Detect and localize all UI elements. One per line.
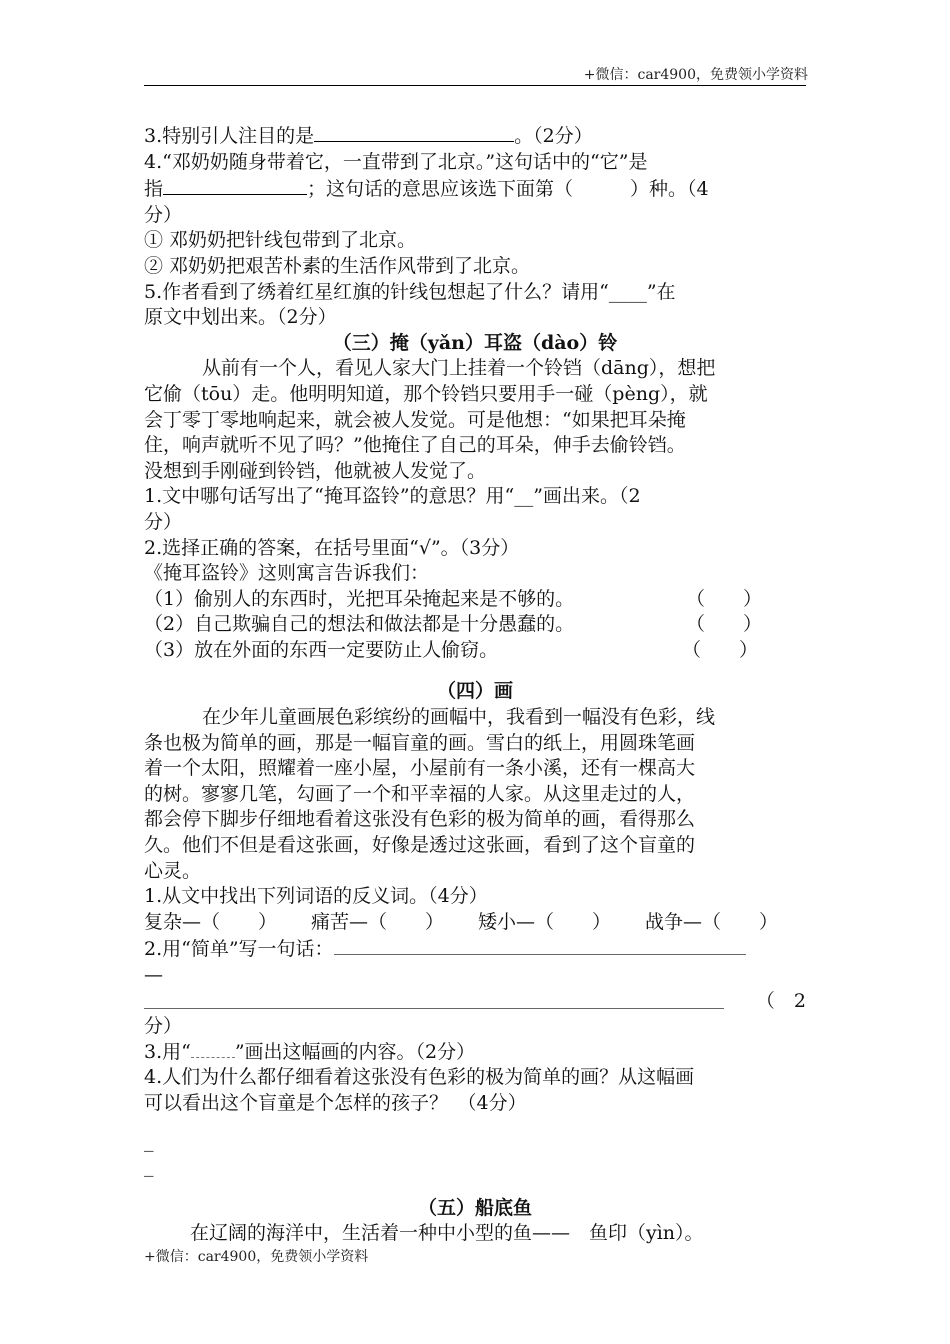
question-2-4-line1: 4.“邓奶奶随身带着它，一直带到了北京。”这句话中的“它”是 <box>144 150 648 173</box>
answer-blank <box>163 175 307 195</box>
paragraph-line: 在辽阔的海洋中，生活着一种中小型的鱼—— 鱼印（yìn）。 <box>190 1222 704 1245</box>
answer-line[interactable] <box>334 935 746 955</box>
section-3-title: （三）掩（yǎn）耳盗（dào）铃 <box>332 331 618 354</box>
question-4-1: 1.从文中找出下列词语的反义词。（4分） <box>144 885 488 908</box>
paragraph-line: 它偷（tōu）走。他明明知道，那个铃铛只要用手一碰（pèng），就 <box>144 382 708 405</box>
paragraph-line: 都会停下脚步仔细地看着这张没有色彩的极为简单的画，看得那么 <box>144 808 696 831</box>
question-3-2-intro: 《掩耳盗铃》这则寓言告诉我们： <box>144 562 430 585</box>
paragraph-line: 在少年儿童画展色彩缤纷的画幅中，我看到一幅没有色彩，线 <box>202 706 716 729</box>
paragraph-line: 心灵。 <box>144 859 202 882</box>
antonym-item: 战争—（ ） <box>645 910 779 933</box>
question-4-4-line1: 4.人们为什么都仔细看着这张没有色彩的极为简单的画？从这幅画 <box>144 1066 695 1089</box>
paragraph-line: 住，响声就听不见了吗？”他掩住了自己的耳朵，伸手去偷铃铛。 <box>144 434 686 457</box>
antonym-item: 痛苦—（ ） <box>311 910 445 933</box>
answer-line[interactable] <box>144 989 724 1009</box>
question-3-1-line2: 分） <box>144 510 183 533</box>
answer-line-row <box>144 989 806 1015</box>
answer-dash: _ <box>144 1129 154 1152</box>
wavy-line-mark <box>191 1043 235 1058</box>
paragraph-line: 从前有一个人，看见人家大门上挂着一个铃铛（dāng），想把 <box>202 357 716 380</box>
spacer <box>144 1117 806 1129</box>
check-blank[interactable]: （ ） <box>685 587 762 610</box>
question-2-4-line2: 指 ；这句话的意思应该选下面第（ ）种。（4 <box>144 175 806 203</box>
section-5-title: （五）船底鱼 <box>417 1196 532 1219</box>
check-blank[interactable]: （ ） <box>681 638 758 661</box>
question-2-3: 3.特别引人注目的是 。（2分） <box>144 122 806 150</box>
answer-dash: _ <box>144 1155 154 1178</box>
paragraph-line: 会丁零丁零地响起来，就会被人发觉。可是他想：“如果把耳朵掩 <box>144 408 686 431</box>
choice-item: （1）偷别人的东西时，光把耳朵掩起来是不够的。 （ ） <box>144 587 806 613</box>
spacer <box>144 663 806 679</box>
question-3-1-line1: 1.文中哪句话写出了“掩耳盗铃”的意思？用“__”画出来。（2 <box>144 485 641 508</box>
option-1: ① 邓奶奶把针线包带到了北京。 <box>144 229 417 252</box>
header-rule <box>144 85 806 86</box>
question-2-5-line1: 5.作者看到了绣着红星红旗的针线包想起了什么？请用“____”在 <box>144 280 676 303</box>
antonym-row <box>144 910 806 936</box>
score-label-cont: 分） <box>144 1015 183 1038</box>
answer-blank <box>314 122 514 142</box>
check-blank[interactable]: （ ） <box>685 613 762 636</box>
antonym-item: 复杂—（ ） <box>144 910 278 933</box>
section-4-title: （四）画 <box>436 680 513 703</box>
footer-note: +微信：car4900，免费领小学资料 <box>144 1249 369 1265</box>
choice-item: （3）放在外面的东西一定要防止人偷窃。 （ ） <box>144 638 806 664</box>
paragraph-line: 久。他们不但是看这张画，好像是透过这张画，看到了这个盲童的 <box>144 834 696 857</box>
question-4-3: 3.用“ ”画出这幅画的内容。（2分） <box>144 1040 476 1063</box>
score-label: （ 2 <box>755 989 806 1012</box>
spacer <box>144 1180 806 1196</box>
paragraph-line: 没想到手刚碰到铃铛，他就被人发觉了。 <box>144 459 487 482</box>
antonym-item: 矮小—（ ） <box>478 910 612 933</box>
header-note: +微信：car4900，免费领小学资料 <box>583 67 808 83</box>
choice-item: （2）自己欺骗自己的想法和做法都是十分愚蠢的。 （ ） <box>144 612 806 638</box>
question-2-4-line3: 分） <box>144 203 183 226</box>
paragraph-line: 着一个太阳，照耀着一座小屋，小屋前有一条小溪，还有一棵高大 <box>144 757 696 780</box>
document-body <box>144 122 806 1247</box>
question-2-5-line2: 原文中划出来。（2分） <box>144 306 337 329</box>
question-4-4-line2: 可以看出这个盲童是个怎样的孩子？ （4分） <box>144 1091 527 1114</box>
question-3-2: 2.选择正确的答案，在括号里面“√”。（3分） <box>144 536 520 559</box>
answer-line-dash: — <box>144 964 163 986</box>
question-4-2: 2.用“简单”写一句话： <box>144 935 806 963</box>
paragraph-line: 的树。寥寥几笔，勾画了一个和平幸福的人家。从这里走过的人， <box>144 782 696 805</box>
option-2: ② 邓奶奶把艰苦朴素的生活作风带到了北京。 <box>144 254 531 277</box>
paragraph-line: 条也极为简单的画，那是一幅盲童的画。雪白的纸上，用圆珠笔画 <box>144 731 696 754</box>
